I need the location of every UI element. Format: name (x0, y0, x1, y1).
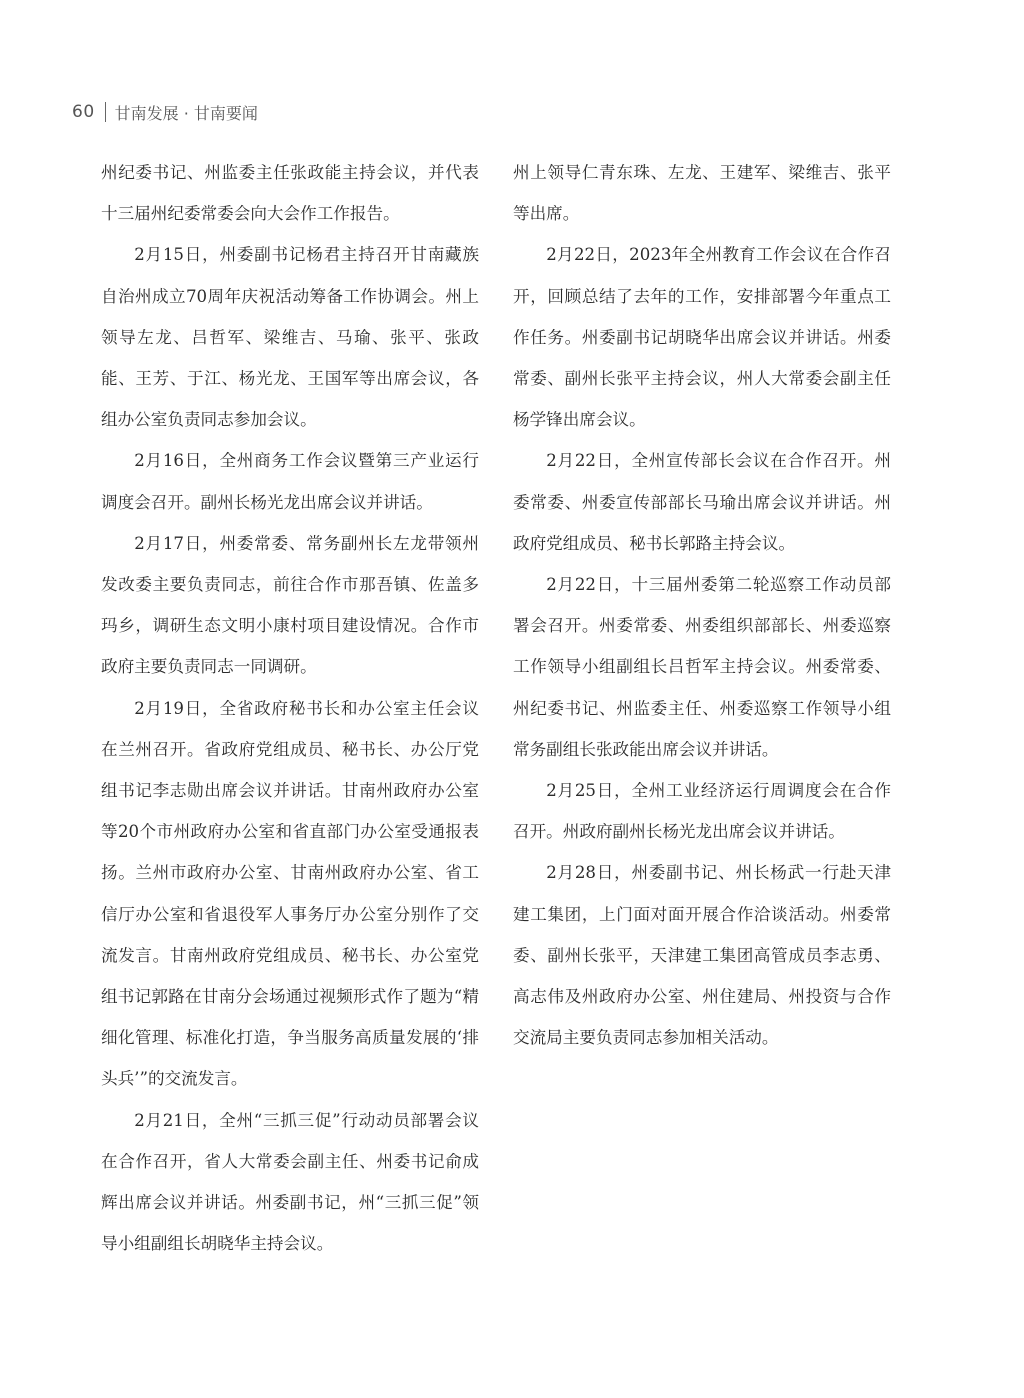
paragraph: 州上领导仁青东珠、左龙、王建军、梁维吉、张平等出席。 (513, 163, 891, 224)
paragraph: 2月16日，全州商务工作会议暨第三产业运行调度会召开。副州长杨光龙出席会议并讲话。 (101, 451, 479, 512)
paragraph: 2月21日，全州“三抓三促”行动动员部署会议在合作召开，省人大常委会副主任、州委书记俞成辉出席会议并讲话。州委副书记，州“三抓三促”领导小组副组长胡晓华主持会议。 (101, 1110, 479, 1254)
paragraph: 2月25日，全州工业经济运行周调度会在合作召开。州政府副州长杨光龙出席会议并讲话。 (513, 781, 891, 842)
running-header (72, 98, 258, 126)
paragraph: 州纪委书记、州监委主任张政能主持会议，并代表十三届州纪委常委会向大会作工作报告。 (101, 163, 479, 224)
paragraph: 2月28日，州委副书记、州长杨武一行赴天津建工集团，上门面对面开展合作洽谈活动。州委常委、副州长张平，天津建工集团高管成员李志勇、高志伟及州政府办公室、州住建局、州投资与合作交流局主要负责同志参加相关活动。 (513, 863, 891, 1048)
paragraph: 2月15日，州委副书记杨君主持召开甘南藏族自治州成立70周年庆祝活动筹备工作协调会。州上领导左龙、吕哲军、梁维吉、马瑜、张平、张政能、王芳、于江、杨光龙、王国军等出席会议，各组办公室负责同志参加会议。 (101, 245, 479, 430)
page-number: 60 (72, 102, 95, 122)
paragraph: 2月22日，全州宣传部长会议在合作召开。州委常委、州委宣传部部长马瑜出席会议并讲话。州政府党组成员、秘书长郭路主持会议。 (513, 451, 891, 553)
section-title: 甘南发展 · 甘南要闻 (114, 103, 258, 123)
header-divider (105, 102, 106, 122)
paragraph: 2月19日，全省政府秘书长和办公室主任会议在兰州召开。省政府党组成员、秘书长、办公厅党组书记李志勋出席会议并讲话。甘南州政府办公室等20个市州政府办公室和省直部门办公室受通报表扬。兰州市政府办公室、甘南州政府办公室、省工信厅办公室和省退役军人事务厅办公室分别作了交流发言。甘南州政府党组成员、秘书长、办公室党组书记郭路在甘南分会场通过视频形式作了题为“精细化管理、标准化打造，争当服务高质量发展的‘排头兵’”的交流发言。 (101, 698, 479, 1089)
paragraph: 2月17日，州委常委、常务副州长左龙带领州发改委主要负责同志，前往合作市那吾镇、佐盖多玛乡，调研生态文明小康村项目建设情况。合作市政府主要负责同志一同调研。 (101, 533, 479, 677)
left-column (101, 152, 479, 1264)
right-column (513, 152, 891, 1058)
paragraph: 2月22日，2023年全州教育工作会议在合作召开，回顾总结了去年的工作，安排部署今年重点工作任务。州委副书记胡晓华出席会议并讲话。州委常委、副州长张平主持会议，州人大常委会副主任杨学锋出席会议。 (513, 245, 891, 430)
paragraph: 2月22日，十三届州委第二轮巡察工作动员部署会召开。州委常委、州委组织部部长、州委巡察工作领导小组副组长吕哲军主持会议。州委常委、州纪委书记、州监委主任、州委巡察工作领导小组常务副组长张政能出席会议并讲话。 (513, 575, 891, 759)
